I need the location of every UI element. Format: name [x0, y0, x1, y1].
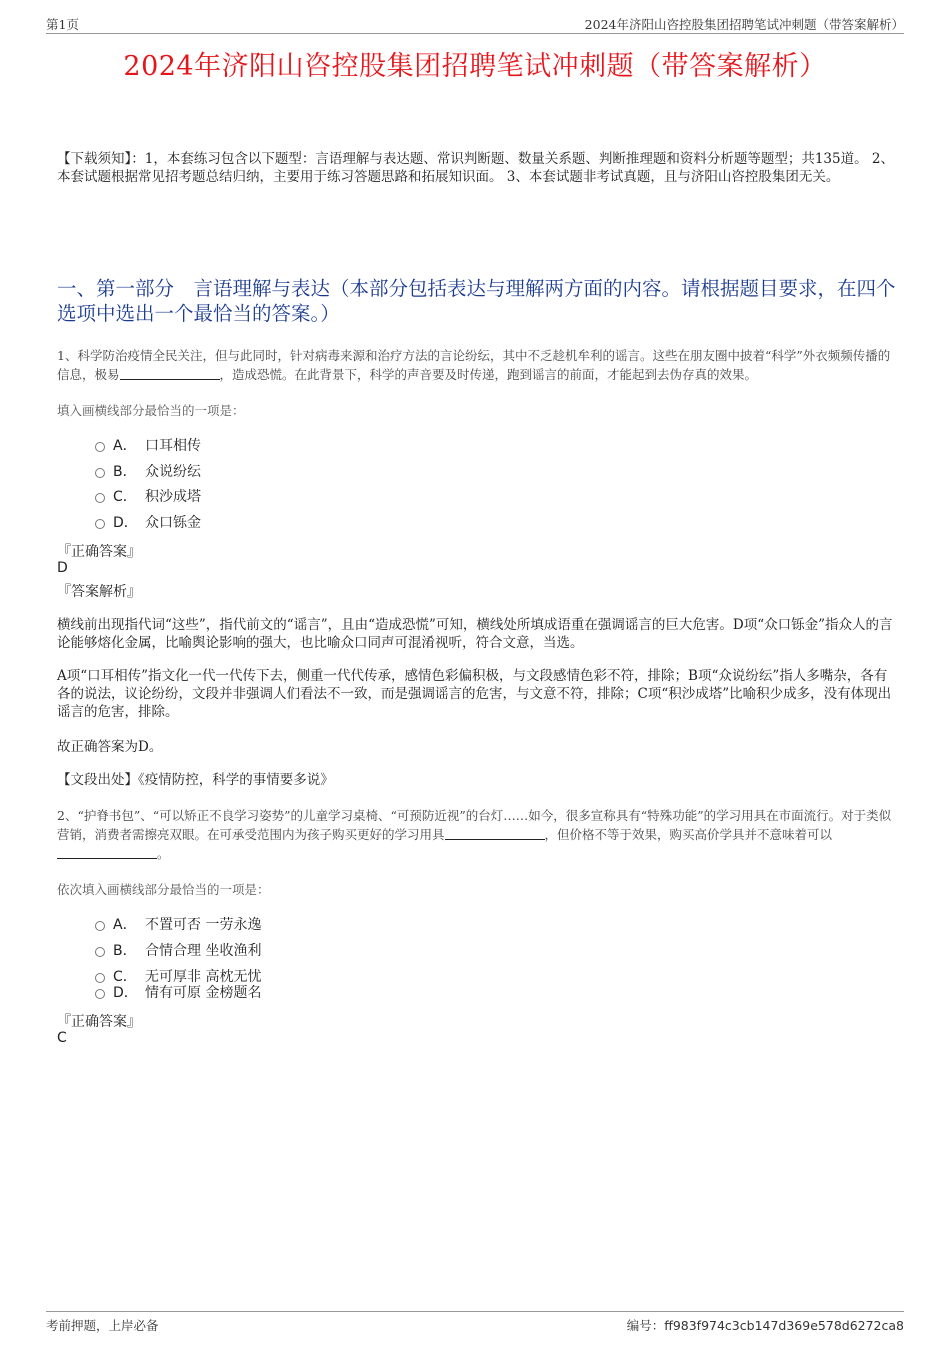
page-number: 第1页 [46, 17, 79, 32]
q1-analysis-1: 横线前出现指代词“这些”，指代前文的“谣言”，且由“造成恐慌”可知，横线处所填成语重在强调谣言的巨大危害。D项“众口铄金”指众人的言论能够熔化金属，比喻舆论影响的强大，也比喻众口同声可混淆视听，符合文意，当选。 [57, 617, 893, 651]
question-2-text [57, 806, 899, 863]
fill-blank [120, 367, 220, 380]
option-letter: D． [113, 515, 138, 531]
option-letter: C． [113, 489, 137, 505]
question-2-text-b: ，但价格不等于效果，购买高价学具并不意味着可以 [544, 827, 833, 842]
q2-option-a[interactable] [95, 915, 261, 935]
option-text: 众说纷纭 [145, 464, 201, 480]
option-letter: B． [113, 464, 137, 480]
q1-option-a[interactable] [95, 436, 201, 456]
option-letter: C． [113, 969, 137, 985]
section-heading: 一、第一部分 言语理解与表达（本部分包括表达与理解两方面的内容。请根据题目要求，在四个选项中选出一个最恰当的答案。） [57, 277, 896, 325]
question-1-text-a: 1、科学防治疫情全民关注，但与此同时，针对病毒来源和治疗方法的言论纷纭，其中不乏趁机牟利的谣言。这些在朋友圈中披着“科学”外衣频频传播的信息，极易 [57, 348, 891, 382]
radio-icon[interactable] [95, 989, 105, 999]
question-1-text [57, 346, 899, 384]
radio-icon[interactable] [95, 519, 105, 529]
q1-option-d[interactable] [95, 513, 201, 533]
q1-option-b[interactable] [95, 462, 201, 482]
option-text: 积沙成塔 [145, 489, 201, 505]
q2-answer-label: 『正确答案』 [57, 1014, 141, 1030]
radio-icon[interactable] [95, 947, 105, 957]
radio-icon[interactable] [95, 921, 105, 931]
question-1-text-b: ，造成恐慌。在此背景下，科学的声音要及时传递，跑到谣言的前面，才能起到去伪存真的效果。 [219, 367, 758, 382]
q2-option-d[interactable] [95, 983, 261, 1003]
radio-icon[interactable] [95, 493, 105, 503]
option-text: 口耳相传 [145, 438, 201, 454]
q1-answer-label: 『正确答案』 [57, 544, 141, 560]
footer-slogan: 考前押题，上岸必备 [46, 1318, 159, 1333]
question-2-prompt: 依次填入画横线部分最恰当的一项是： [57, 882, 270, 897]
fill-blank [445, 827, 545, 840]
question-2-text-c: 。 [157, 846, 170, 861]
option-text: 无可厚非 高枕无忧 [145, 969, 262, 985]
q2-answer: C [57, 1030, 67, 1046]
footer-serial: 编号：ff983f974c3cb147d369e578d6272ca8 [626, 1318, 904, 1333]
q1-analysis-2: A项“口耳相传”指文化一代一代传下去，侧重一代代传承，感情色彩偏积极，与文段感情色彩不符，排除；B项“众说纷纭”指人多嘴杂，各有各的说法，议论纷纷，文段并非强调人们看法不一致，而是强调谣言的危害，与文意不符，排除；C项“积沙成塔”比喻积少成多，没有体现出谣言的危害，排除。 [57, 668, 892, 720]
question-2-text-a: 2、“护脊书包”、“可以矫正不良学习姿势”的儿童学习桌椅、“可预防近视”的台灯……如今，很多宣称具有“特殊功能”的学习用具在市面流行。对于类似营销，消费者需擦亮双眼。在可承受范围内为孩子购买更好的学习用具 [57, 808, 892, 842]
option-text: 不置可否 一劳永逸 [145, 917, 262, 933]
page-footer [46, 1311, 904, 1336]
download-notice: 【下载须知】：1，本套练习包含以下题型：言语理解与表达题、常识判断题、数量关系题、判断推理题和资料分析题等题型；共135道。 2、本套试题根据常见招考题总结归纳，主要用于练习答题思路和拓展知识面。 3、本套试题非考试真题，且与济阳山咨控股集团无关。 [57, 151, 894, 185]
radio-icon[interactable] [95, 442, 105, 452]
option-letter: D． [113, 985, 138, 1001]
option-text: 众口铄金 [145, 515, 201, 531]
option-letter: B． [113, 943, 137, 959]
radio-icon[interactable] [95, 973, 105, 983]
header-doc-title: 2024年济阳山咨控股集团招聘笔试冲刺题（带答案解析） [584, 17, 904, 32]
option-text: 合情合理 坐收渔利 [145, 943, 262, 959]
option-letter: A． [113, 917, 137, 933]
q2-option-b[interactable] [95, 941, 261, 961]
q1-analysis-label: 『答案解析』 [57, 584, 141, 600]
q1-conclusion: 故正确答案为D。 [57, 739, 163, 755]
fill-blank [57, 846, 157, 859]
q1-option-c[interactable] [95, 487, 201, 507]
radio-icon[interactable] [95, 468, 105, 478]
question-1-prompt: 填入画横线部分最恰当的一项是： [57, 403, 245, 418]
q1-source: 【文段出处】《疫情防控，科学的事情要多说》 [57, 772, 334, 788]
option-letter: A． [113, 438, 137, 454]
option-text: 情有可原 金榜题名 [145, 985, 262, 1001]
page-header [46, 13, 904, 34]
document-title: 2024年济阳山咨控股集团招聘笔试冲刺题（带答案解析） [123, 51, 827, 82]
q1-answer: D [57, 560, 68, 576]
